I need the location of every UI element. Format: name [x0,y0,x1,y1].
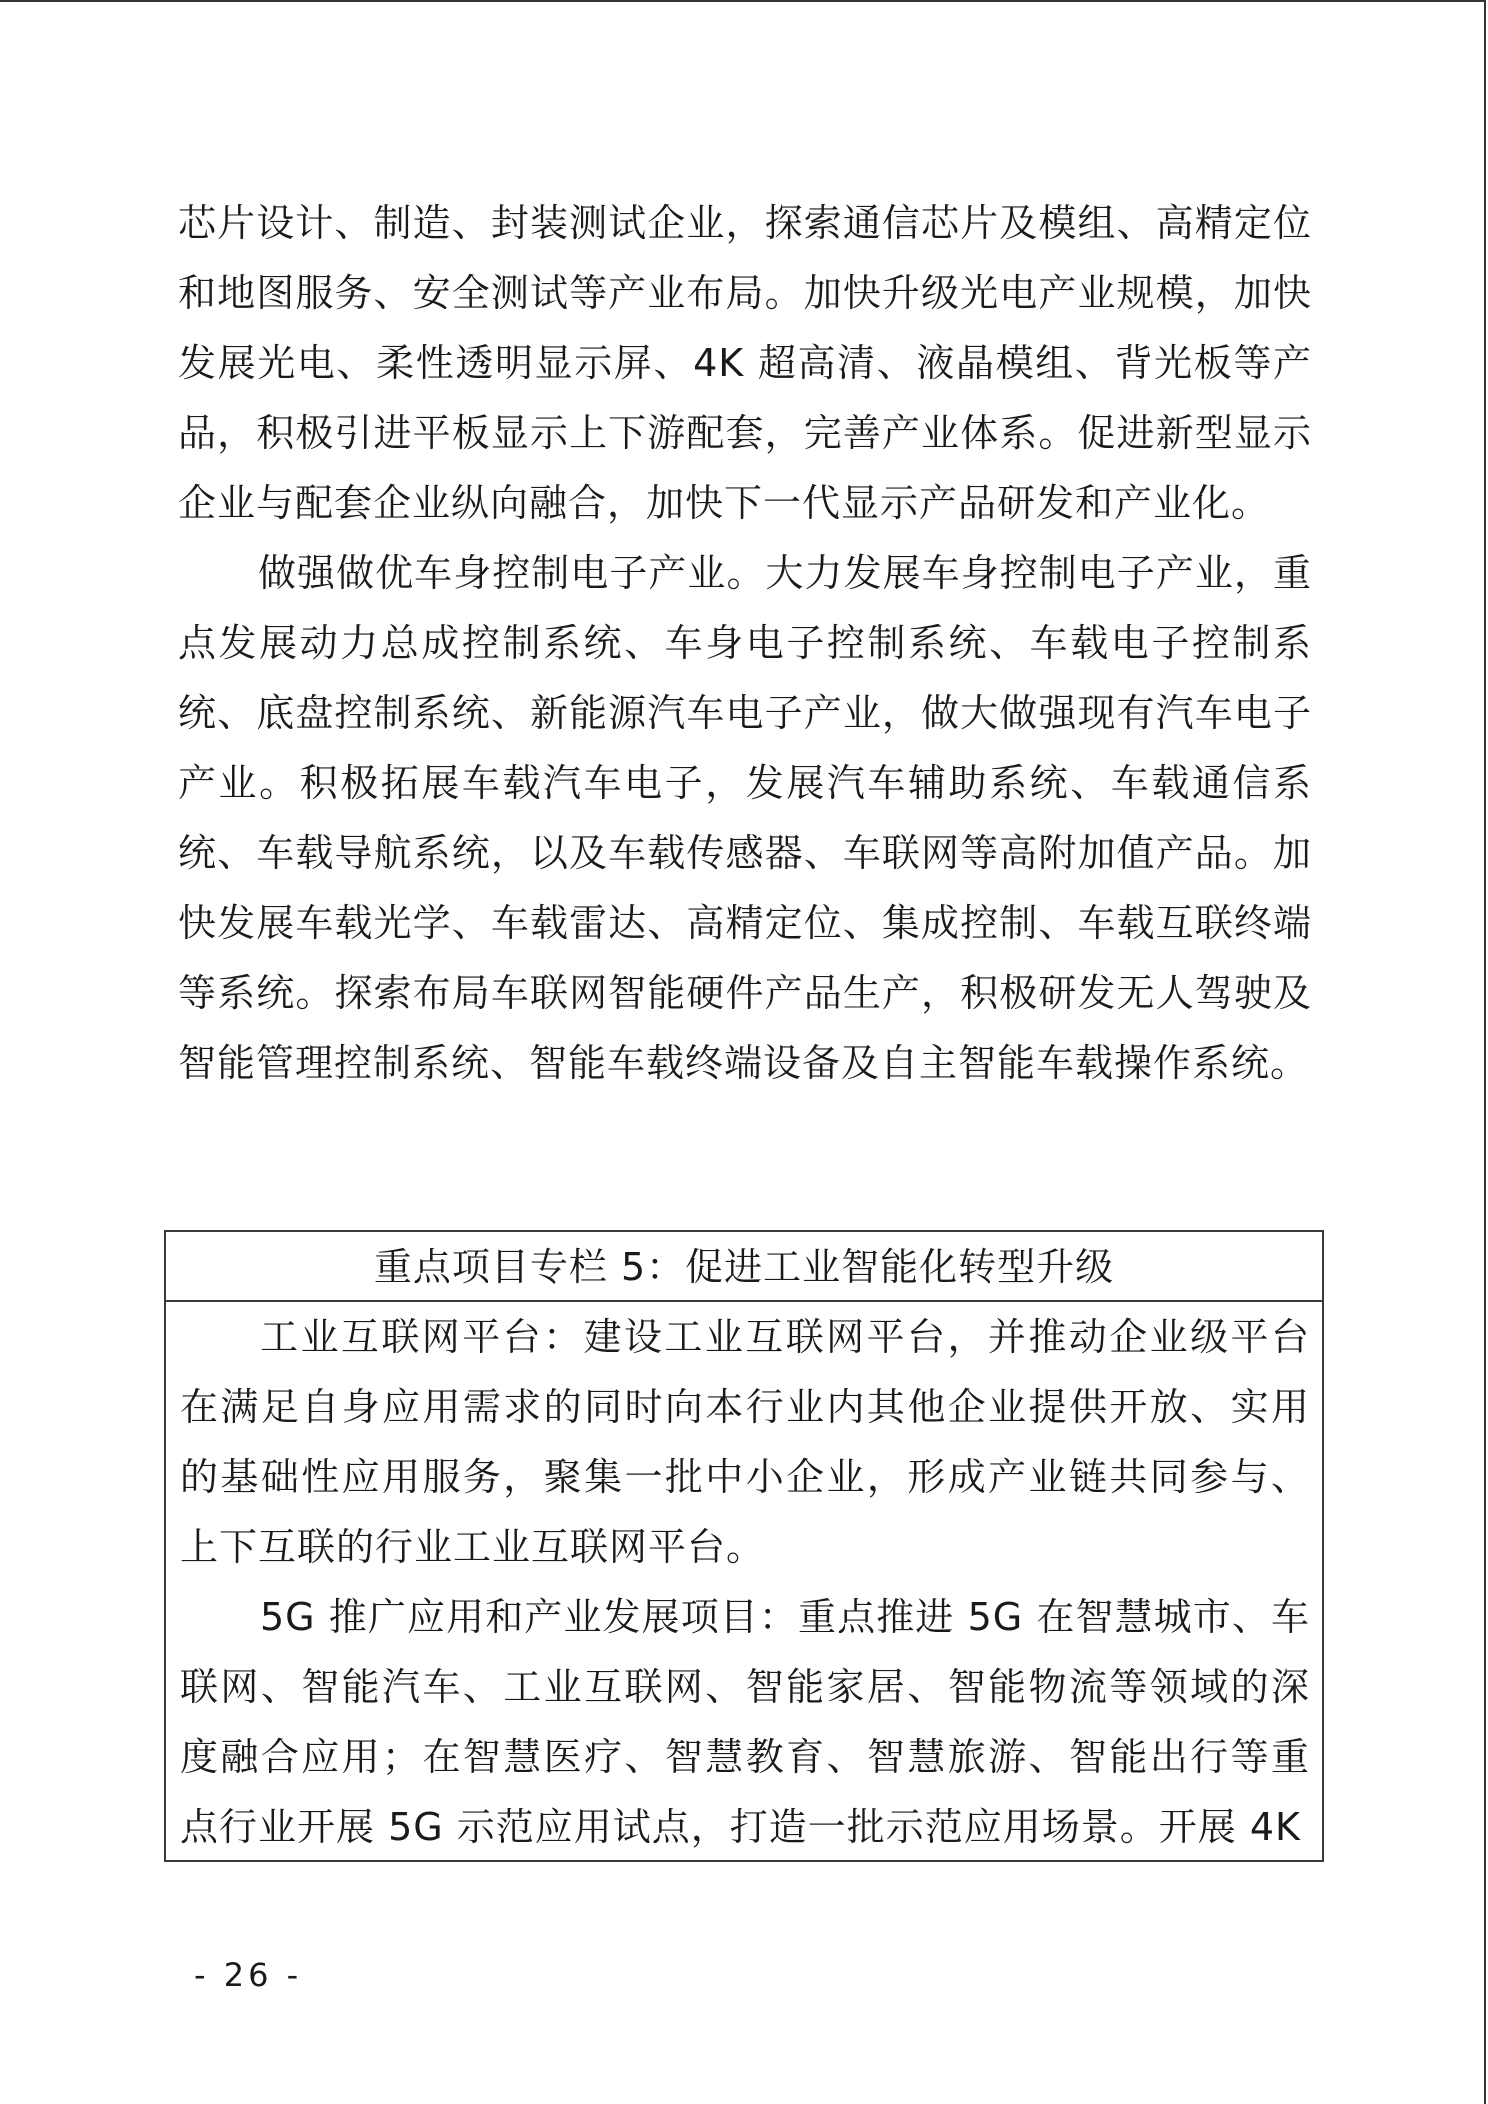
key-project-box-title: 重点项目专栏 5：促进工业智能化转型升级 [166,1232,1322,1302]
key-project-box-body [166,1302,1322,1862]
page-border-right [1484,0,1486,2104]
page-number: - 26 - [194,1956,303,1994]
paragraph-chip-optoelectronics: 芯片设计、制造、封装测试企业，探索通信芯片及模组、高精定位和地图服务、安全测试等产业布局。加快升级光电产业规模，加快发展光电、柔性透明显示屏、4K 超高清、液晶模组、背光板等产品，积极引进平板显示上下游配套，完善产业体系。促进新型显示企业与配套企业纵向融合，加快下一代显示产品研发和产业化。 [178,201,1312,525]
box-paragraph-industrial-internet: 工业互联网平台：建设工业互联网平台，并推动企业级平台在满足自身应用需求的同时向本行业内其他企业提供开放、实用的基础性应用服务，聚集一批中小企业，形成产业链共同参与、上下互联的行业工业互联网平台。 [180,1315,1310,1569]
paragraph-vehicle-electronics: 做强做优车身控制电子产业。大力发展车身控制电子产业，重点发展动力总成控制系统、车身电子控制系统、车载电子控制系统、底盘控制系统、新能源汽车电子产业，做大做强现有汽车电子产业。积极拓展车载汽车电子，发展汽车辅助系统、车载通信系统、车载导航系统，以及车载传感器、车联网等高附加值产品。加快发展车载光学、车载雷达、高精定位、集成控制、车载互联终端等系统。探索布局车联网智能硬件产品生产，积极研发无人驾驶及智能管理控制系统、智能车载终端设备及自主智能车载操作系统。 [178,551,1312,1085]
body-text [178,188,1312,1098]
box-paragraph-5g-projects: 5G 推广应用和产业发展项目：重点推进 5G 在智慧城市、车联网、智能汽车、工业互联网、智能家居、智能物流等领域的深度融合应用；在智慧医疗、智慧教育、智慧旅游、智能出行等重点行业开展 5G 示范应用试点，打造一批示范应用场景。开展 4K [180,1595,1310,1849]
key-project-box [164,1230,1324,1862]
page-border-top [0,0,1486,2]
